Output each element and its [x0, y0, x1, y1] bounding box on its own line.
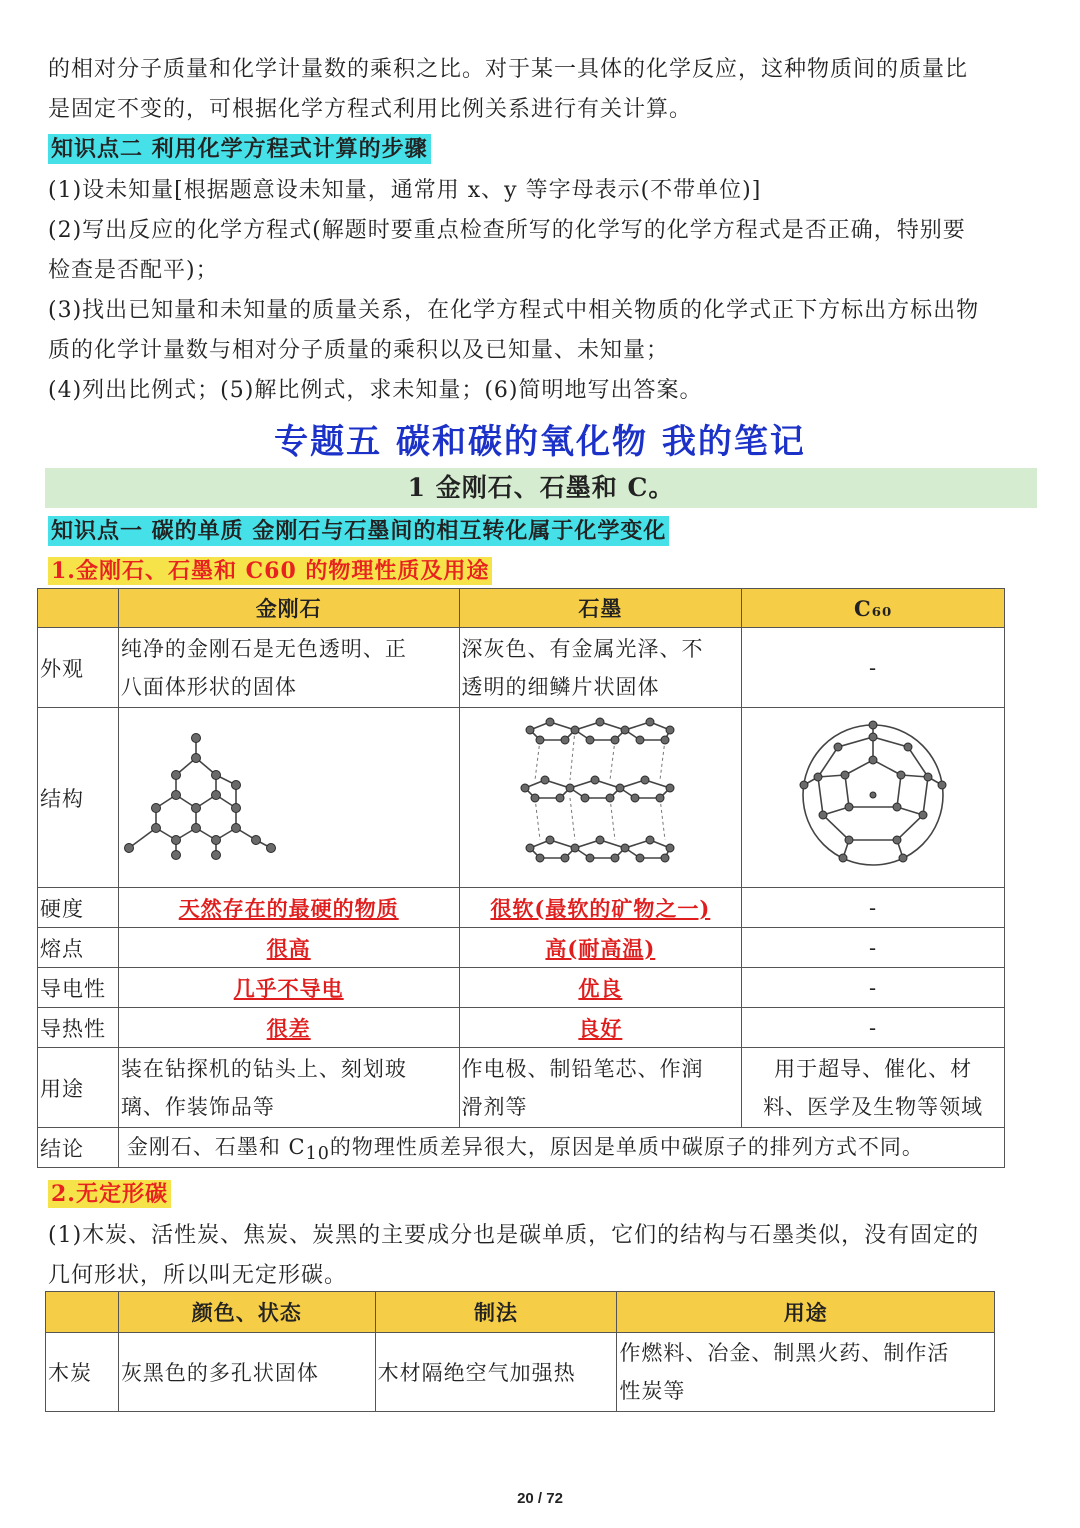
graphite-interlayer-dashes: [535, 730, 665, 840]
c60-conductivity: -: [742, 968, 1005, 1008]
kp2-heading: [48, 132, 431, 163]
t2-charcoal-method: 木材隔绝空气加强热: [375, 1333, 617, 1412]
kp2-heading-text: 知识点二 利用化学方程式计算的步骤: [48, 134, 431, 164]
graphite-melting: 高(耐高温): [459, 928, 742, 968]
c60-structure-cell: [742, 708, 1005, 888]
amorphous-heading-text: 2.无定形碳: [48, 1180, 171, 1208]
amorphous-carbon-table: [45, 1291, 995, 1412]
row-label-conductivity: 导电性: [38, 968, 119, 1008]
table-row-conclusion: [38, 1128, 1005, 1168]
t2-charcoal-use-l2: 性炭等: [619, 1379, 686, 1403]
graphite-usage: [459, 1048, 742, 1128]
kp1-heading-text: 知识点一 碳的单质 金刚石与石墨间的相互转化属于化学变化: [48, 516, 669, 546]
header-c60: C₆₀: [742, 589, 1005, 628]
graphite-thermal: 良好: [459, 1008, 742, 1048]
kp2-step-3b: 质的化学计量数与相对分子质量的乘积以及已知量、未知量；: [48, 338, 670, 363]
kp2-step-2a: (2)写出反应的化学方程式(解题时要重点检查所写的化学写的化学方程式是否正确，特别要: [48, 218, 966, 243]
row-label-conclusion: 结论: [38, 1128, 119, 1168]
diamond-melting: 很高: [118, 928, 459, 968]
row-label-melting: 熔点: [38, 928, 119, 968]
kp2-step-3a: (3)找出已知量和未知量的质量关系，在化学方程式中相关物质的化学式正下方标出方标出物: [48, 298, 980, 323]
diamond-lattice-image: [121, 720, 321, 870]
conclusion-text-sub: 10: [305, 1144, 330, 1165]
carbon-allotropes-table: [37, 588, 1005, 1168]
t2-charcoal-use-l1: 作燃料、冶金、制黑火药、制作活: [619, 1341, 950, 1365]
table-row-hardness: [38, 888, 1005, 928]
row-label-appearance: 外观: [38, 628, 119, 708]
fullerene-pentagon: [845, 760, 901, 807]
header-graphite: 石墨: [459, 589, 742, 628]
table-row-thermal: [38, 1008, 1005, 1048]
amorphous-line-1: (1)木炭、活性炭、焦炭、炭黑的主要成分也是碳单质，它们的结构与石墨类似，没有固定的: [48, 1223, 980, 1248]
diamond-conductivity: 几乎不导电: [118, 968, 459, 1008]
diamond-appearance-l2: 八面体形状的固体: [120, 674, 297, 699]
t2-header-use: 用途: [617, 1292, 995, 1333]
kp1-sub1-text: 1.金刚石、石墨和 C60 的物理性质及用途: [48, 557, 492, 585]
table-row-melting: [38, 928, 1005, 968]
section-title: 1 金刚石、石墨和 C。: [45, 468, 1037, 508]
diamond-usage-l2: 璃、作装饰品等: [120, 1094, 275, 1119]
graphite-appearance: [459, 628, 742, 708]
graphite-layers-image: [520, 710, 680, 880]
c60-hardness: -: [742, 888, 1005, 928]
header-diamond: 金刚石: [118, 589, 459, 628]
kp1-sub1: [48, 554, 492, 585]
graphite-conductivity: 优良: [459, 968, 742, 1008]
graphite-usage-l2: 滑剂等: [461, 1094, 528, 1119]
amorphous-heading: [48, 1177, 171, 1208]
table-row-usage: [38, 1048, 1005, 1128]
table-row-structure: [38, 708, 1005, 888]
row-label-usage: 用途: [38, 1048, 119, 1128]
header-empty: [38, 589, 119, 628]
graphite-appearance-l1: 深灰色、有金属光泽、不: [461, 636, 704, 661]
t2-charcoal-name: 木炭: [46, 1333, 119, 1412]
diamond-structure-cell: [118, 708, 459, 888]
t2-charcoal-use: [617, 1333, 995, 1412]
c60-melting: -: [742, 928, 1005, 968]
diamond-appearance-l1: 纯净的金刚石是无色透明、正: [120, 636, 407, 661]
graphite-appearance-l2: 透明的细鳞片状固体: [461, 674, 660, 699]
diamond-appearance: [118, 628, 459, 708]
conclusion-text: [118, 1128, 1004, 1168]
kp2-step-2b: 检查是否配平)；: [48, 258, 219, 283]
amorphous-line-2: 几何形状，所以叫无定形碳。: [48, 1263, 348, 1288]
c60-thermal: -: [742, 1008, 1005, 1048]
table-row-conductivity: [38, 968, 1005, 1008]
diamond-usage: [118, 1048, 459, 1128]
page-number: 20 / 72: [517, 1490, 563, 1507]
c60-usage-l2: 料、医学及生物等领域: [763, 1094, 984, 1119]
graphite-hardness: 很软(最软的矿物之一): [459, 888, 742, 928]
diamond-lattice-atoms: [124, 734, 275, 860]
row-label-thermal: 导热性: [38, 1008, 119, 1048]
intro-line-2: 是固定不变的，可根据化学方程式利用比例关系进行有关计算。: [48, 97, 693, 122]
topic-title: 专题五 碳和碳的氧化物 我的笔记: [274, 422, 806, 462]
kp2-step-4: (4)列出比例式；(5)解比例式，求未知量；(6)简明地写出答案。: [48, 378, 703, 403]
conclusion-text-post: 的物理性质差异很大，原因是单质中碳原子的排列方式不同。: [329, 1134, 924, 1159]
c60-appearance: -: [742, 628, 1005, 708]
t2-header-state: 颜色、状态: [118, 1292, 375, 1333]
diamond-thermal: 很差: [118, 1008, 459, 1048]
c60-fullerene-image: [793, 715, 953, 875]
conclusion-text-pre: 金刚石、石墨和 C: [126, 1134, 306, 1159]
t2-header-empty: [46, 1292, 119, 1333]
c60-usage-l1: 用于超导、催化、材: [774, 1056, 973, 1081]
c60-usage: [742, 1048, 1005, 1128]
table-header-row: [38, 589, 1005, 628]
graphite-structure-cell: [459, 708, 742, 888]
table-row-appearance: [38, 628, 1005, 708]
t2-charcoal-state: 灰黑色的多孔状固体: [118, 1333, 375, 1412]
table2-header-row: [46, 1292, 995, 1333]
diamond-hardness: 天然存在的最硬的物质: [118, 888, 459, 928]
graphite-usage-l1: 作电极、制铅笔芯、作润: [461, 1056, 704, 1081]
row-label-hardness: 硬度: [38, 888, 119, 928]
t2-header-method: 制法: [375, 1292, 617, 1333]
intro-line-1: 的相对分子质量和化学计量数的乘积之比。对于某一具体的化学反应，这种物质间的质量比: [48, 57, 969, 82]
kp1-heading: [48, 514, 669, 545]
row-label-structure: 结构: [38, 708, 119, 888]
table2-row-charcoal: [46, 1333, 995, 1412]
diamond-usage-l1: 装在钻探机的钻头上、刻划玻: [120, 1056, 407, 1081]
kp2-step-1: (1)设未知量[根据题意设未知量，通常用 x、y 等字母表示(不带单位)]: [48, 178, 762, 203]
